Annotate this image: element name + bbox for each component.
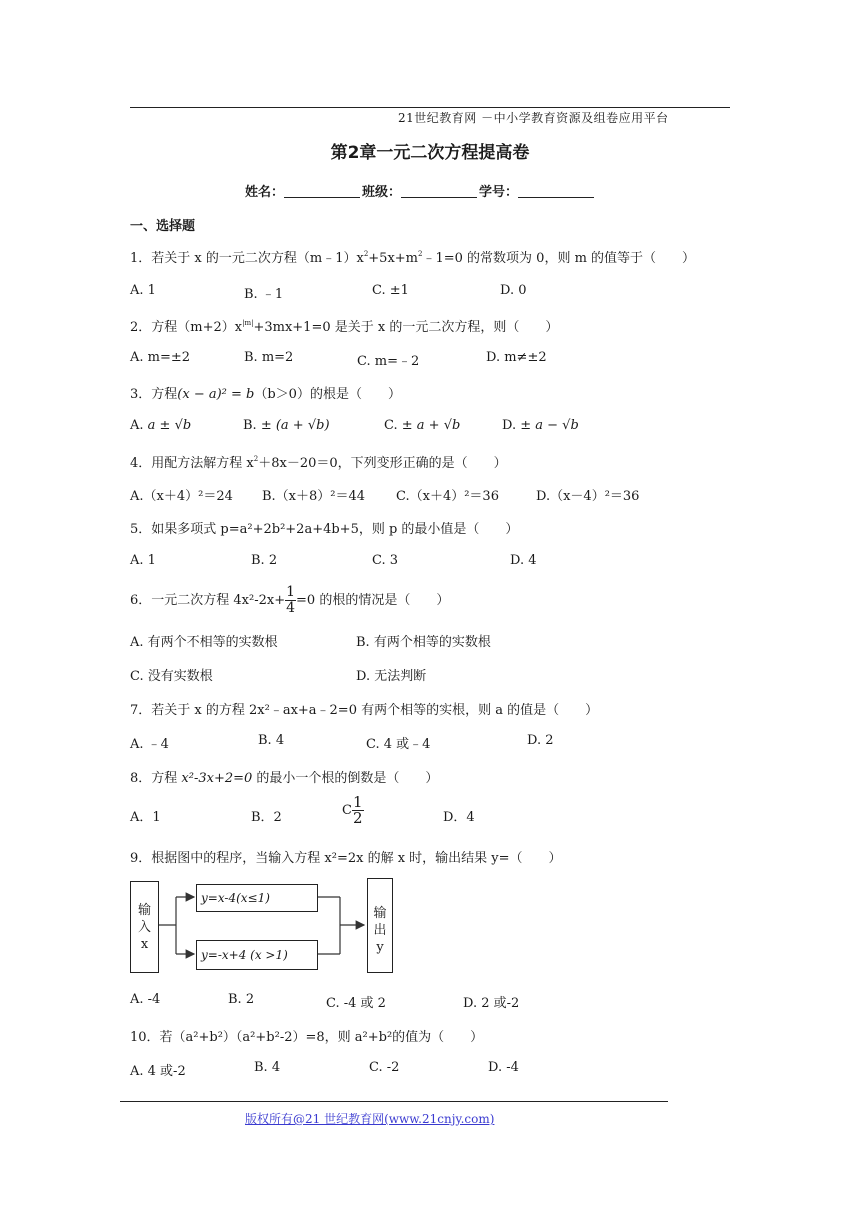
q2-option-a: A. m=±2 xyxy=(130,350,191,365)
q8-option-a: A．1 xyxy=(130,810,161,825)
q4-option-a: A.（x＋4）²＝24 xyxy=(130,489,233,504)
q5-option-d: D. 4 xyxy=(510,553,537,568)
q3-option-a: A. a ± √b xyxy=(130,418,192,433)
q9-option-b: B. 2 xyxy=(228,992,255,1007)
q9-option-c: C. -4 或 2 xyxy=(326,996,386,1011)
q8-option-d: D．4 xyxy=(443,810,475,825)
q5-option-c: C. 3 xyxy=(372,553,399,568)
q10-option-a: A. 4 或-2 xyxy=(130,1064,186,1079)
question-6: 6．一元二次方程 4x²-2x+ $\frac{1}{4}$ =0 的根的情况是（ ） xyxy=(130,584,450,616)
question-3: 3．方程(x − a)² = b（b＞0）的根是（ ） xyxy=(130,387,401,402)
q1-option-b: B. ﹣1 xyxy=(244,287,284,302)
class-label: 班级： xyxy=(362,185,402,200)
footer-copyright-link[interactable]: 版权所有@21 世纪教育网(www.21cnjy.com) xyxy=(245,1112,495,1126)
q2-option-d: D. m≠±2 xyxy=(486,350,547,365)
formula-box-bottom: y=-x+4 (x >1) xyxy=(196,940,318,970)
question-5: 5．如果多项式 p=a²+2b²+2a+4b+5，则 p 的最小值是（ ） xyxy=(130,522,519,537)
q7-option-b: B. 4 xyxy=(258,733,285,748)
section-heading: 一、选择题 xyxy=(130,219,196,234)
id-label: 学号： xyxy=(479,185,519,200)
header-site: 21世纪教育网 －中小学教育资源及组卷应用平台 xyxy=(398,111,669,125)
q4-option-c: C.（x＋4）²＝36 xyxy=(396,489,499,504)
q10-option-d: D. -4 xyxy=(488,1060,519,1075)
question-1: 1．若关于 x 的一元二次方程$(m﹣1)x^2+5x+m^2﹣1=0$ 的常数项为 0，则 m 的值等于（ ） xyxy=(130,250,696,266)
q7-option-c: C. 4 或﹣4 xyxy=(366,737,431,752)
question-10: 10．若（a²+b²）（a²+b²-2）=8，则 a²+b²的值为（ ） xyxy=(130,1030,484,1045)
header-rule xyxy=(130,107,730,108)
q9-option-a: A. -4 xyxy=(130,992,161,1007)
q4-option-d: D.（x－4）²＝36 xyxy=(536,489,640,504)
q1-option-c: C. ±1 xyxy=(372,283,409,298)
q1-option-a: A. 1 xyxy=(130,283,156,298)
question-4: 4．用配方法解方程 $x^2+8x-20=0$，下列变形正确的是（ ） xyxy=(130,455,507,471)
q8-option-c: C $\frac{1}{2}$ xyxy=(342,793,363,827)
q8-option-b: B．2 xyxy=(251,810,282,825)
question-8: 8．方程 x²-3x+2=0 的最小一个根的倒数是（ ） xyxy=(130,771,439,786)
q7-option-a: A. ﹣4 xyxy=(130,737,169,752)
footer-rule xyxy=(120,1101,668,1102)
name-label: 姓名： xyxy=(245,185,285,200)
q2-option-b: B. m=2 xyxy=(244,350,294,365)
input-box: 输 入 x xyxy=(130,881,159,973)
program-flowchart xyxy=(128,877,398,977)
q3-option-c: C. ± a + √b xyxy=(384,418,461,433)
q6-option-c: C. 没有实数根 xyxy=(130,669,213,684)
q10-option-c: C. -2 xyxy=(369,1060,400,1075)
formula-box-top: y=x-4(x≤1) xyxy=(196,884,318,912)
q9-option-d: D. 2 或-2 xyxy=(463,996,520,1011)
class-blank[interactable] xyxy=(401,185,477,198)
student-info xyxy=(245,181,596,200)
output-box: 输 出 y xyxy=(367,878,393,973)
q3-option-d: D. ± a − √b xyxy=(502,418,579,433)
question-9: 9．根据图中的程序，当输入方程 x²=2x 的解 x 时，输出结果 y=（ ） xyxy=(130,851,562,866)
q3-formula: (x − a)² = b xyxy=(177,387,255,402)
q6-option-d: D. 无法判断 xyxy=(356,669,427,684)
q10-option-b: B. 4 xyxy=(254,1060,281,1075)
page-title: 第2章一元二次方程提高卷 xyxy=(330,143,530,163)
id-blank[interactable] xyxy=(518,185,594,198)
q2-option-c: C. m=﹣2 xyxy=(357,354,420,369)
q6-fraction: $\frac{1}{4}$ xyxy=(286,584,296,616)
q3-option-b: B. ± (a + √b) xyxy=(243,418,330,433)
q5-option-b: B. 2 xyxy=(251,553,278,568)
question-7: 7．若关于 x 的方程 2x²﹣ax+a﹣2=0 有两个相等的实根，则 a 的值是（ ） xyxy=(130,703,599,718)
q6-option-a: A. 有两个不相等的实数根 xyxy=(130,635,278,650)
q1-option-d: D. 0 xyxy=(500,283,527,298)
q4-option-b: B.（x＋8）²＝44 xyxy=(262,489,366,504)
q7-option-d: D. 2 xyxy=(527,733,554,748)
q6-option-b: B. 有两个相等的实数根 xyxy=(356,635,491,650)
name-blank[interactable] xyxy=(284,185,360,198)
q5-option-a: A. 1 xyxy=(130,553,156,568)
question-2: 2．方程$(m+2)x^{|m|}+3mx+1=0$ 是关于 x 的一元二次方程，则（ ） xyxy=(130,319,559,335)
